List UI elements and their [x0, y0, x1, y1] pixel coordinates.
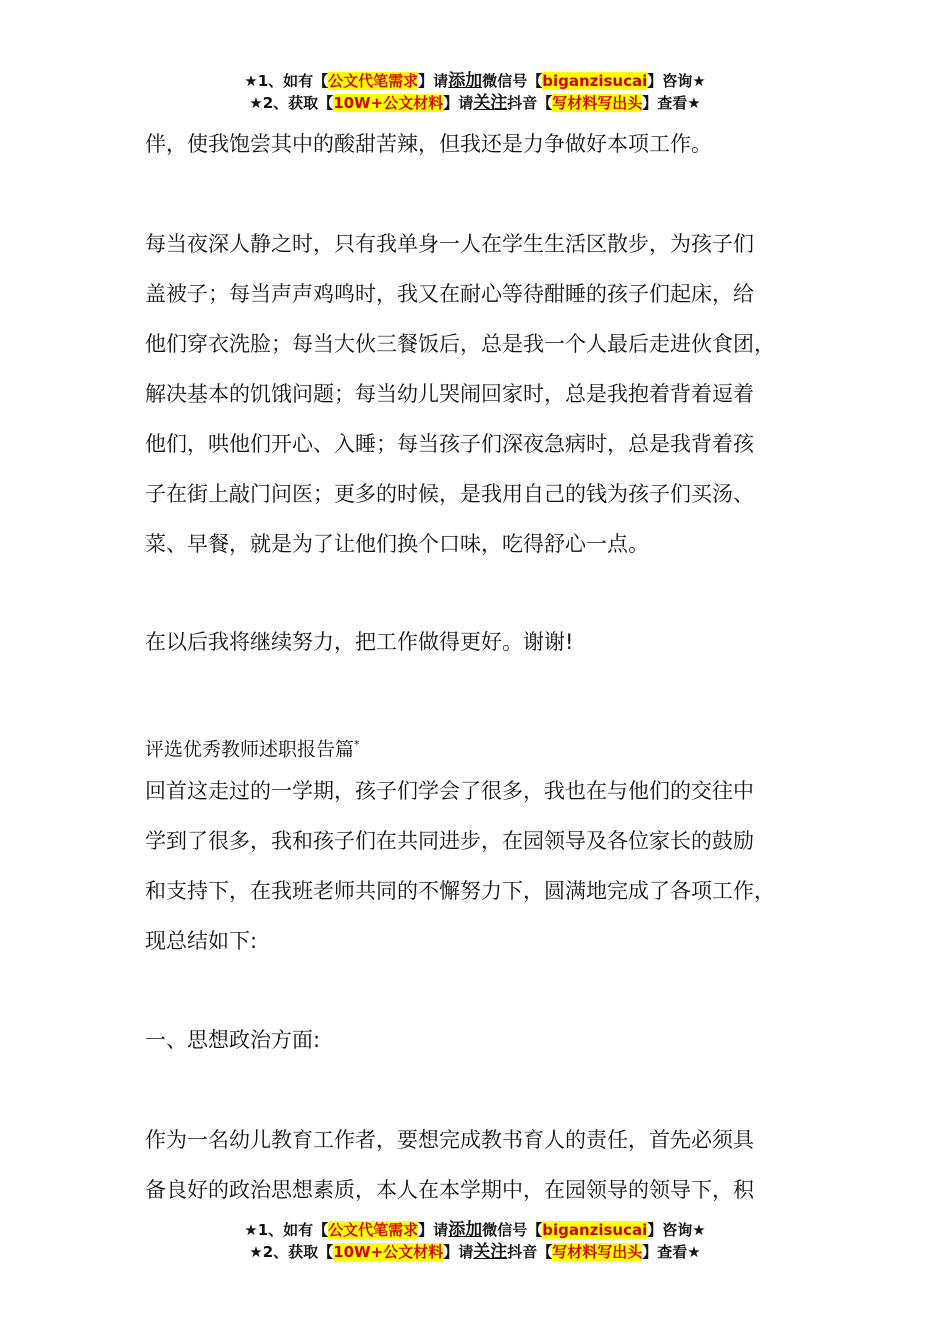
banner-line-1: ★1、如有【公文代笔需求】请添加微信号【biganzisucai】咨询★ — [244, 1220, 706, 1240]
banner-line-2: ★2、获取【10W+公文材料】请关注抖音【写材料写出头】查看★ — [249, 1242, 701, 1262]
paragraph-4: 回首这走过的一学期，孩子们学会了很多，我也在与他们的交往中 学到了很多，我和孩子们在共同进步，在园领导及各位家长的鼓励 和支持下，在我班老师共同的不懈努力下，圆满地完成了各项工作， 现总结如下: — [145, 779, 775, 953]
paragraph-3: 在以后我将继续努力，把工作做得更好。谢谢! — [145, 630, 574, 654]
header-banner — [0, 70, 950, 114]
highlight-ghostwriting: 公文代笔需求 — [328, 72, 419, 90]
banner-line-1: ★1、如有【公文代笔需求】请添加微信号【biganzisucai】咨询★ — [244, 71, 706, 91]
highlight-wechat-id: biganzisucai — [542, 72, 648, 90]
highlight-materials: 10W+公文材料 — [333, 94, 444, 112]
highlight-douyin: 写材料写出头 — [552, 94, 643, 112]
paragraph-2: 每当夜深人静之时，只有我单身一人在学生生活区散步，为孩子们 盖被子；每当声声鸡鸣时，我又在耐心等待酣睡的孩子们起床，给 他们穿衣洗脸；每当大伙三餐饭后，总是我一个人最后走进伙食团， 解决基本的饥饿问题；每当幼儿哭闹回家时，总是我抱着背着逗着 他们，哄他们开心、入睡；每当孩子们深夜急病时，总是我背着孩 子在街上敲门问医；更多的时候，是我用自己的钱为孩子们买汤、 菜、早餐，就是为了让他们换个口味，吃得舒心一点。 — [145, 232, 775, 556]
banner-line-2: ★2、获取【10W+公文材料】请关注抖音【写材料写出头】查看★ — [249, 93, 701, 113]
paragraph-1: 伴，使我饱尝其中的酸甜苦辣，但我还是力争做好本项工作。 — [145, 132, 712, 156]
footer-banner — [0, 1219, 950, 1263]
paragraph-5: 作为一名幼儿教育工作者，要想完成教书育人的责任，首先必须具 备良好的政治思想素质，本人在本学期中，在园领导的领导下，积 — [145, 1128, 754, 1202]
section-heading: 评选优秀教师述职报告篇* — [145, 738, 360, 761]
section-subtitle: 一、思想政治方面: — [145, 1028, 321, 1052]
